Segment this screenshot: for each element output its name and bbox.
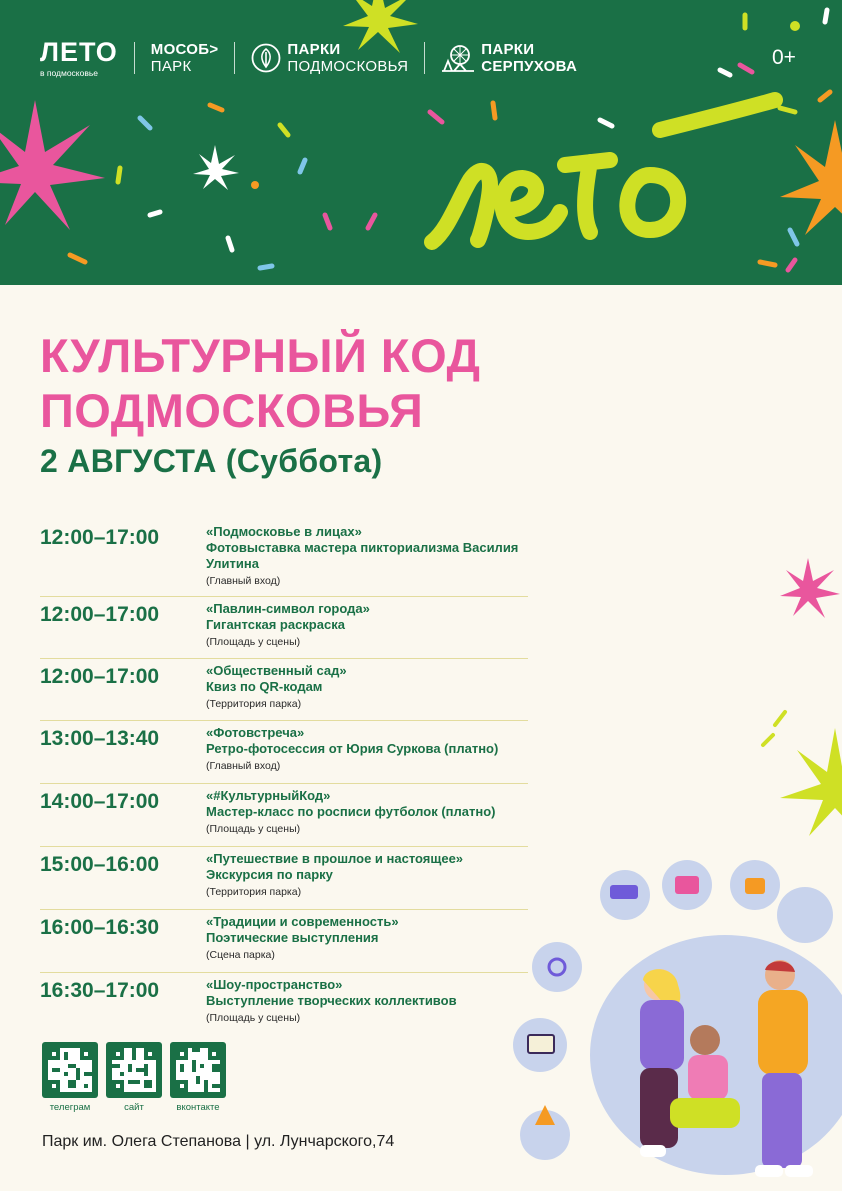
- divider: [234, 42, 235, 74]
- qr-pattern: [48, 1048, 92, 1092]
- schedule-title: «Шоу-пространство»: [206, 977, 343, 992]
- leaf-icon: [251, 43, 281, 73]
- schedule-title: «Общественный сад»: [206, 663, 347, 678]
- schedule-row: [40, 784, 528, 847]
- schedule-location: (Площадь у сцены): [206, 823, 301, 835]
- schedule-subtitle: Выступление творческих коллективов: [206, 993, 457, 1008]
- leto-logo-subtext: в подмосковье: [40, 67, 99, 78]
- schedule-subtitle: Квиз по QR-кодам: [206, 679, 323, 694]
- qr-code-icon: [170, 1042, 226, 1098]
- schedule-location: (Территория парка): [206, 886, 302, 898]
- qr-label: сайт: [124, 1102, 144, 1113]
- schedule-details: [206, 597, 528, 658]
- schedule-location: (Сцена парка): [206, 949, 275, 961]
- qr-pattern: [112, 1048, 156, 1092]
- mosobpark-logo-line2: ПАРК: [150, 58, 192, 75]
- schedule-row: [40, 597, 528, 659]
- pink-star-decoration: [760, 545, 842, 635]
- event-title: [40, 328, 481, 438]
- divider: [424, 42, 425, 74]
- schedule-subtitle: Мастер-класс по росписи футболок (платно): [206, 804, 496, 819]
- schedule-time: 12:00–17:00: [40, 665, 160, 688]
- mosobpark-logo-line1: МОСОБ>: [150, 41, 219, 58]
- schedule-details: [206, 784, 528, 846]
- schedule-title: «Павлин-символ города»: [206, 601, 370, 616]
- schedule-row: [40, 721, 528, 784]
- schedule-title: «Путешествие в прошлое и настоящее»: [206, 851, 464, 866]
- schedule-details: [206, 910, 528, 972]
- parki-logo-line2: ПОДМОСКОВЬЯ: [287, 58, 409, 75]
- schedule-time: 14:00–17:00: [40, 790, 160, 813]
- qr-pattern: [176, 1048, 220, 1092]
- schedule-subtitle: Гигантская раскраска: [206, 617, 345, 632]
- schedule-subtitle: Фотовыставка мастера пикториализма Василия Улитина: [206, 540, 519, 571]
- event-date: 2 АВГУСТА (Суббота): [40, 443, 383, 479]
- parki-logo-line1: ПАРКИ: [287, 41, 341, 58]
- schedule-location: (Главный вход): [206, 760, 281, 772]
- schedule-location: (Главный вход): [206, 575, 281, 587]
- schedule-time: 16:00–16:30: [40, 916, 160, 939]
- schedule-time: 12:00–17:00: [40, 603, 160, 626]
- schedule-row: [40, 973, 528, 1033]
- schedule-time: 15:00–16:00: [40, 853, 160, 876]
- schedule-location: (Площадь у сцены): [206, 636, 301, 648]
- schedule-time: 12:00–17:00: [40, 526, 160, 549]
- footer-address: Парк им. Олега Степанова | ул. Лунчарского,74: [42, 1133, 395, 1150]
- schedule-details: [206, 520, 528, 596]
- schedule-list: [40, 520, 528, 1033]
- qr-label: телеграм: [49, 1102, 91, 1113]
- parki-podmoskovya-logo: [287, 41, 408, 75]
- partner-logos: [40, 36, 577, 80]
- ferris-wheel-icon: [441, 43, 475, 73]
- schedule-row: [40, 847, 528, 910]
- schedule-details: [206, 659, 528, 720]
- schedule-details: [206, 847, 528, 909]
- schedule-details: [206, 721, 528, 783]
- schedule-title: «Фотовстреча»: [206, 725, 305, 740]
- people-illustration: [500, 840, 842, 1191]
- schedule-subtitle: Поэтические выступления: [206, 930, 379, 945]
- schedule-details: [206, 973, 528, 1033]
- schedule-time: 13:00–13:40: [40, 727, 160, 750]
- parki-serpukhova-logo: [481, 41, 577, 75]
- qr-vkontakte[interactable]: [170, 1042, 226, 1113]
- event-title-line1: КУЛЬТУРНЫЙ КОД: [40, 329, 481, 382]
- qr-website[interactable]: [106, 1042, 162, 1113]
- qr-code-icon: [106, 1042, 162, 1098]
- qr-code-icon: [42, 1042, 98, 1098]
- schedule-subtitle: Ретро-фотосессия от Юрия Суркова (платно): [206, 741, 499, 756]
- schedule-location: (Территория парка): [206, 698, 302, 710]
- schedule-row: [40, 659, 528, 721]
- schedule-subtitle: Экскурсия по парку: [206, 867, 333, 882]
- leto-logo: [40, 36, 118, 78]
- qr-codes: [42, 1042, 226, 1113]
- mosobpark-logo: [151, 41, 219, 75]
- serpukhov-logo-line2: СЕРПУХОВА: [481, 58, 578, 75]
- schedule-row: [40, 520, 528, 597]
- leto-logo-text: ЛЕТО: [40, 36, 118, 67]
- age-rating: 0+: [772, 46, 796, 69]
- schedule-title: «Традиции и современность»: [206, 914, 399, 929]
- schedule-title: «#КультурныйКод»: [206, 788, 331, 803]
- serpukhov-logo-line1: ПАРКИ: [481, 41, 535, 58]
- schedule-location: (Площадь у сцены): [206, 1012, 301, 1024]
- schedule-row: [40, 910, 528, 973]
- schedule-time: 16:30–17:00: [40, 979, 160, 1002]
- header-banner: [0, 0, 842, 285]
- qr-label: вконтакте: [176, 1102, 220, 1113]
- qr-telegram[interactable]: [42, 1042, 98, 1113]
- divider: [134, 42, 135, 74]
- event-title-line2: ПОДМОСКОВЬЯ: [40, 384, 424, 437]
- schedule-title: «Подмосковье в лицах»: [206, 524, 362, 539]
